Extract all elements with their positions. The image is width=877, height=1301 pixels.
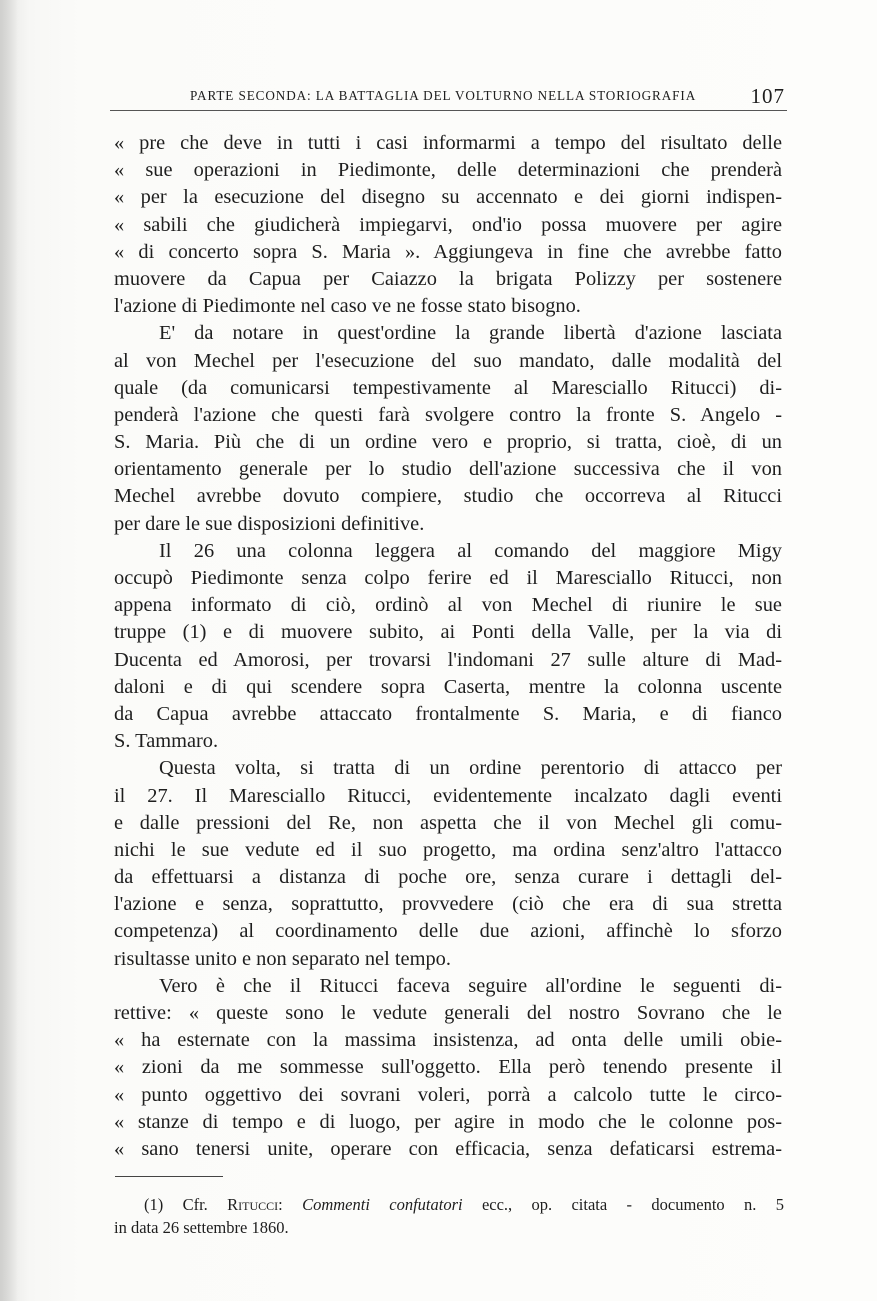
footnote-rest: ecc., op. citata - documento n. 5 xyxy=(481,1195,784,1214)
text-line: « pre che deve in tutti i casi informarmi a tempo del risultato delle xyxy=(114,132,782,154)
text-line: « sabili che giudicherà impiegarvi, ond'io possa muovere per agire xyxy=(114,213,782,236)
text-line: da effettuarsi a distanza di poche ore, senza curare i dettagli del- xyxy=(114,866,782,889)
text-line: il 27. Il Maresciallo Ritucci, evidentemente incalzato dagli eventi xyxy=(114,784,782,807)
text-line: al von Mechel per l'esecuzione del suo mandato, dalle modalità del xyxy=(114,349,782,372)
text-line: daloni e di qui scendere sopra Caserta, mentre la colonna uscente xyxy=(114,675,782,698)
text-line: Mechel avrebbe dovuto compiere, studio che occorreva al Ritucci xyxy=(114,485,782,508)
text-line: muovere da Capua per Caiazzo la brigata Polizzy per sostenere xyxy=(114,267,782,290)
text-line: l'azione di Piedimonte nel caso ve ne fosse stato bisogno. xyxy=(114,295,581,318)
text-line: Vero è che il Ritucci faceva seguire all'ordine le seguenti di- xyxy=(159,974,782,997)
text-line: « zioni da me sommesse sull'oggetto. Ella però tenendo presente il xyxy=(114,1056,782,1079)
footnotes xyxy=(114,1194,784,1239)
text-line: orientamento generale per lo studio dell'azione successiva che il von xyxy=(114,458,782,481)
text-line: « stanze di tempo e di luogo, per agire in modo che le colonne pos- xyxy=(114,1110,782,1133)
text-line: « per la esecuzione del disegno su accennato e dei giorni indispen- xyxy=(114,186,782,209)
footnote-title: Commenti confutatori xyxy=(302,1195,463,1214)
text-line: appena informato di ciò, ordinò al von Mechel di riunire le sue xyxy=(114,594,782,617)
text-line: competenza) al coordinamento delle due azioni, affinchè lo sforzo xyxy=(114,920,782,943)
running-head xyxy=(110,86,787,110)
footnote-line-1 xyxy=(114,1194,784,1217)
footnote-rule xyxy=(115,1176,223,1177)
text-line: l'azione e senza, soprattutto, provvedere (ciò che era di sua stretta xyxy=(114,893,782,916)
text-line: risultasse unito e non separato nel tempo. xyxy=(114,947,451,970)
running-title: PARTE SECONDA: LA BATTAGLIA DEL VOLTURNO NELLA STORIOGRAFIA xyxy=(190,88,697,103)
text-line: E' da notare in quest'ordine la grande libertà d'azione lasciata xyxy=(159,322,782,345)
text-line: quale (da comunicarsi tempestivamente al Maresciallo Ritucci) di- xyxy=(114,376,782,399)
text-line: « di concerto sopra S. Maria ». Aggiungeva in fine che avrebbe fatto xyxy=(114,240,782,263)
text-line: « ha esternate con la massima insistenza, ad onta delle umili obie- xyxy=(114,1029,782,1052)
text-line: Questa volta, si tratta di un ordine perentorio di attacco per xyxy=(159,757,782,780)
text-line: occupò Piedimonte senza colpo ferire ed il Maresciallo Ritucci, non xyxy=(114,567,782,589)
text-line: S. Maria. Più che di un ordine vero e proprio, si tratta, cioè, di un xyxy=(114,431,782,454)
body-text xyxy=(114,130,782,1163)
text-line: per dare le sue disposizioni definitive. xyxy=(114,512,425,535)
text-line: nichi le sue vedute ed il suo progetto, ma ordina senz'altro l'attacco xyxy=(114,838,782,861)
text-line: penderà l'azione che questi farà svolgere contro la fronte S. Angelo - xyxy=(114,403,782,426)
text-line: Il 26 una colonna leggera al comando del maggiore Migy xyxy=(159,539,782,562)
header-rule xyxy=(110,110,787,111)
text-line: S. Tammaro. xyxy=(114,730,219,753)
page-number: 107 xyxy=(750,84,785,108)
page-gutter-shadow xyxy=(0,0,18,1301)
footnote-author: Ritucci: xyxy=(227,1195,283,1214)
text-line: e dalle pressioni del Re, non aspetta che il von Mechel gli comu- xyxy=(114,811,782,834)
text-line: « sue operazioni in Piedimonte, delle determinazioni che prenderà xyxy=(114,159,782,182)
text-line: da Capua avrebbe attaccato frontalmente S. Maria, e di fianco xyxy=(114,702,782,725)
text-line: truppe (1) e di muovere subito, ai Ponti della Valle, per la via di xyxy=(114,621,782,644)
text-line: « punto oggettivo dei sovrani voleri, porrà a calcolo tutte le circo- xyxy=(114,1083,782,1106)
footnote-line-2: in data 26 settembre 1860. xyxy=(114,1217,289,1237)
text-line: rettive: « queste sono le vedute generali del nostro Sovrano che le xyxy=(114,1002,782,1024)
footnote-marker: (1) Cfr. xyxy=(144,1195,208,1214)
text-line: Ducenta ed Amorosi, per trovarsi l'indomani 27 sulle alture di Mad- xyxy=(114,648,782,671)
text-line: « sano tenersi unite, operare con efficacia, senza defaticarsi estrema- xyxy=(114,1137,782,1160)
